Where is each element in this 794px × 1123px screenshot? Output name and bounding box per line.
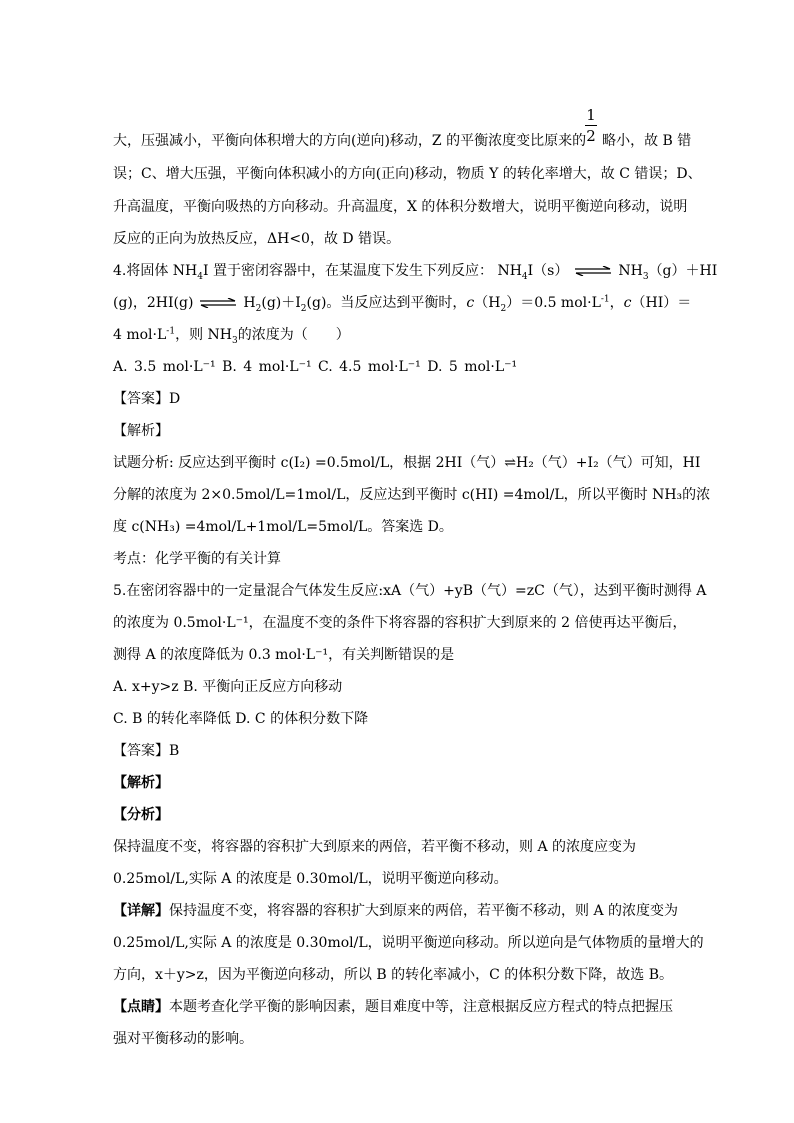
reasoning-5-line-1: 保持温度不变，将容器的容积扩大到原来的两倍，若平衡不移动，则 A 的浓度应变为 [113,839,637,855]
analysis-5-heading: 【解析】 [113,775,169,791]
analysis-4-line-3: 度 c(NH₃) =4mol/L+1mol/L=5mol/L。答案选 D。 [113,519,453,535]
question-4-line-1: 4.将固体 $NH_4I$ 置于密闭容器中，在某温度下发生下列反应： $NH_4I(s)$ $NH_3(g)+HI$ [113,263,718,282]
reasoning-5-heading: 【分析】 [113,807,169,823]
question-5-line-3: 测得 A 的浓度降低为 0.3 mol·L⁻¹，有关判断错误的是 [113,647,455,663]
question-4-line-2: (g)，2HI(g) $H_2(g)+I_2(g)$。当反应达到平衡时，$c(H_2)=0.5$ $mol\cdot L^{-1}$，c（HI）＝ [113,294,692,314]
reasoning-5-line-2: 0.25mol/L,实际 A 的浓度是 0.30mol/L，说明平衡逆向移动。 [113,871,508,887]
fraction-bar [585,125,597,126]
analysis-4-heading: 【解析】 [113,423,169,439]
detail-5-line-3: 方向，x＋y>z，因为平衡逆向移动，所以 B 的转化率减小，C 的体积分数下降，故选 B。 [113,967,673,983]
equilibrium-arrow-icon [199,298,237,308]
answer-4: 【答案】D [113,391,181,407]
question-4-options: A. 3.5 mol·L⁻¹ B. 4 mol·L⁻¹ C. 4.5 mol·L⁻¹ D. 5 mol·L⁻¹ [113,359,518,375]
question-5-line-2: 的浓度为 0.5mol·L⁻¹，在温度不变的条件下将容器的容积扩大到原来的 2 倍使再达平衡后， [113,615,687,631]
answer-5: 【答案】B [113,743,180,759]
comment-5-line-2: 强对平衡移动的影响。 [113,1031,253,1047]
detail-5-line-1: 【详解】保持温度不变，将容器的容积扩大到原来的两倍，若平衡不移动，则 A 的浓度变为 [113,903,679,919]
analysis-4-line-2: 分解的浓度为 2×0.5mol/L=1mol/L，反应达到平衡时 c(HI) =4mol/L，所以平衡时 NH₃的浓 [113,487,711,503]
fraction-numerator: 1 [586,106,596,124]
question-5-options-2: C. B 的转化率降低 D. C 的体积分数下降 [113,711,369,727]
analysis-4-line-1: 试题分析: 反应达到平衡时 c(I₂) =0.5mol/L，根据 2HI（气）⇌H₂（气）+I₂（气）可知，HI [113,455,701,471]
question-5-options-1: A. x+y>z B. 平衡向正反应方向移动 [113,679,343,695]
text-line-1: 大，压强减小，平衡向体积增大的方向(逆向)移动，Z 的平衡浓度变比原来的 略小，故 B 错 [113,133,692,149]
question-4-line-3: 4 $mol\cdot L^{-1}$，则 $NH_3$的浓度为（ ） [113,326,350,346]
text-line-2: 误；C、增大压强，平衡向体积减小的方向(正向)移动，物质 Y 的转化率增大，故 C 错误；D、 [113,166,702,182]
text-line-3: 升高温度，平衡向吸热的方向移动。升高温度，X 的体积分数增大，说明平衡逆向移动，说明 [113,199,688,215]
knowledge-point-4: 考点：化学平衡的有关计算 [113,551,281,567]
equilibrium-arrow-icon [574,266,612,276]
detail-5-line-2: 0.25mol/L,实际 A 的浓度是 0.30mol/L，说明平衡逆向移动。所以逆向是气体物质的量增大的 [113,935,704,951]
text-line-4: 反应的正向为放热反应，ΔH<0，故 D 错误。 [113,231,401,247]
fraction-denominator: 2 [586,127,596,145]
comment-5-line-1: 【点睛】本题考查化学平衡的影响因素，题目难度中等，注意根据反应方程式的特点把握压 [113,999,673,1015]
question-5-line-1: 5.在密闭容器中的一定量混合气体发生反应:xA（气）+yB（气）=zC（气），达到平衡时测得 A [113,583,707,599]
